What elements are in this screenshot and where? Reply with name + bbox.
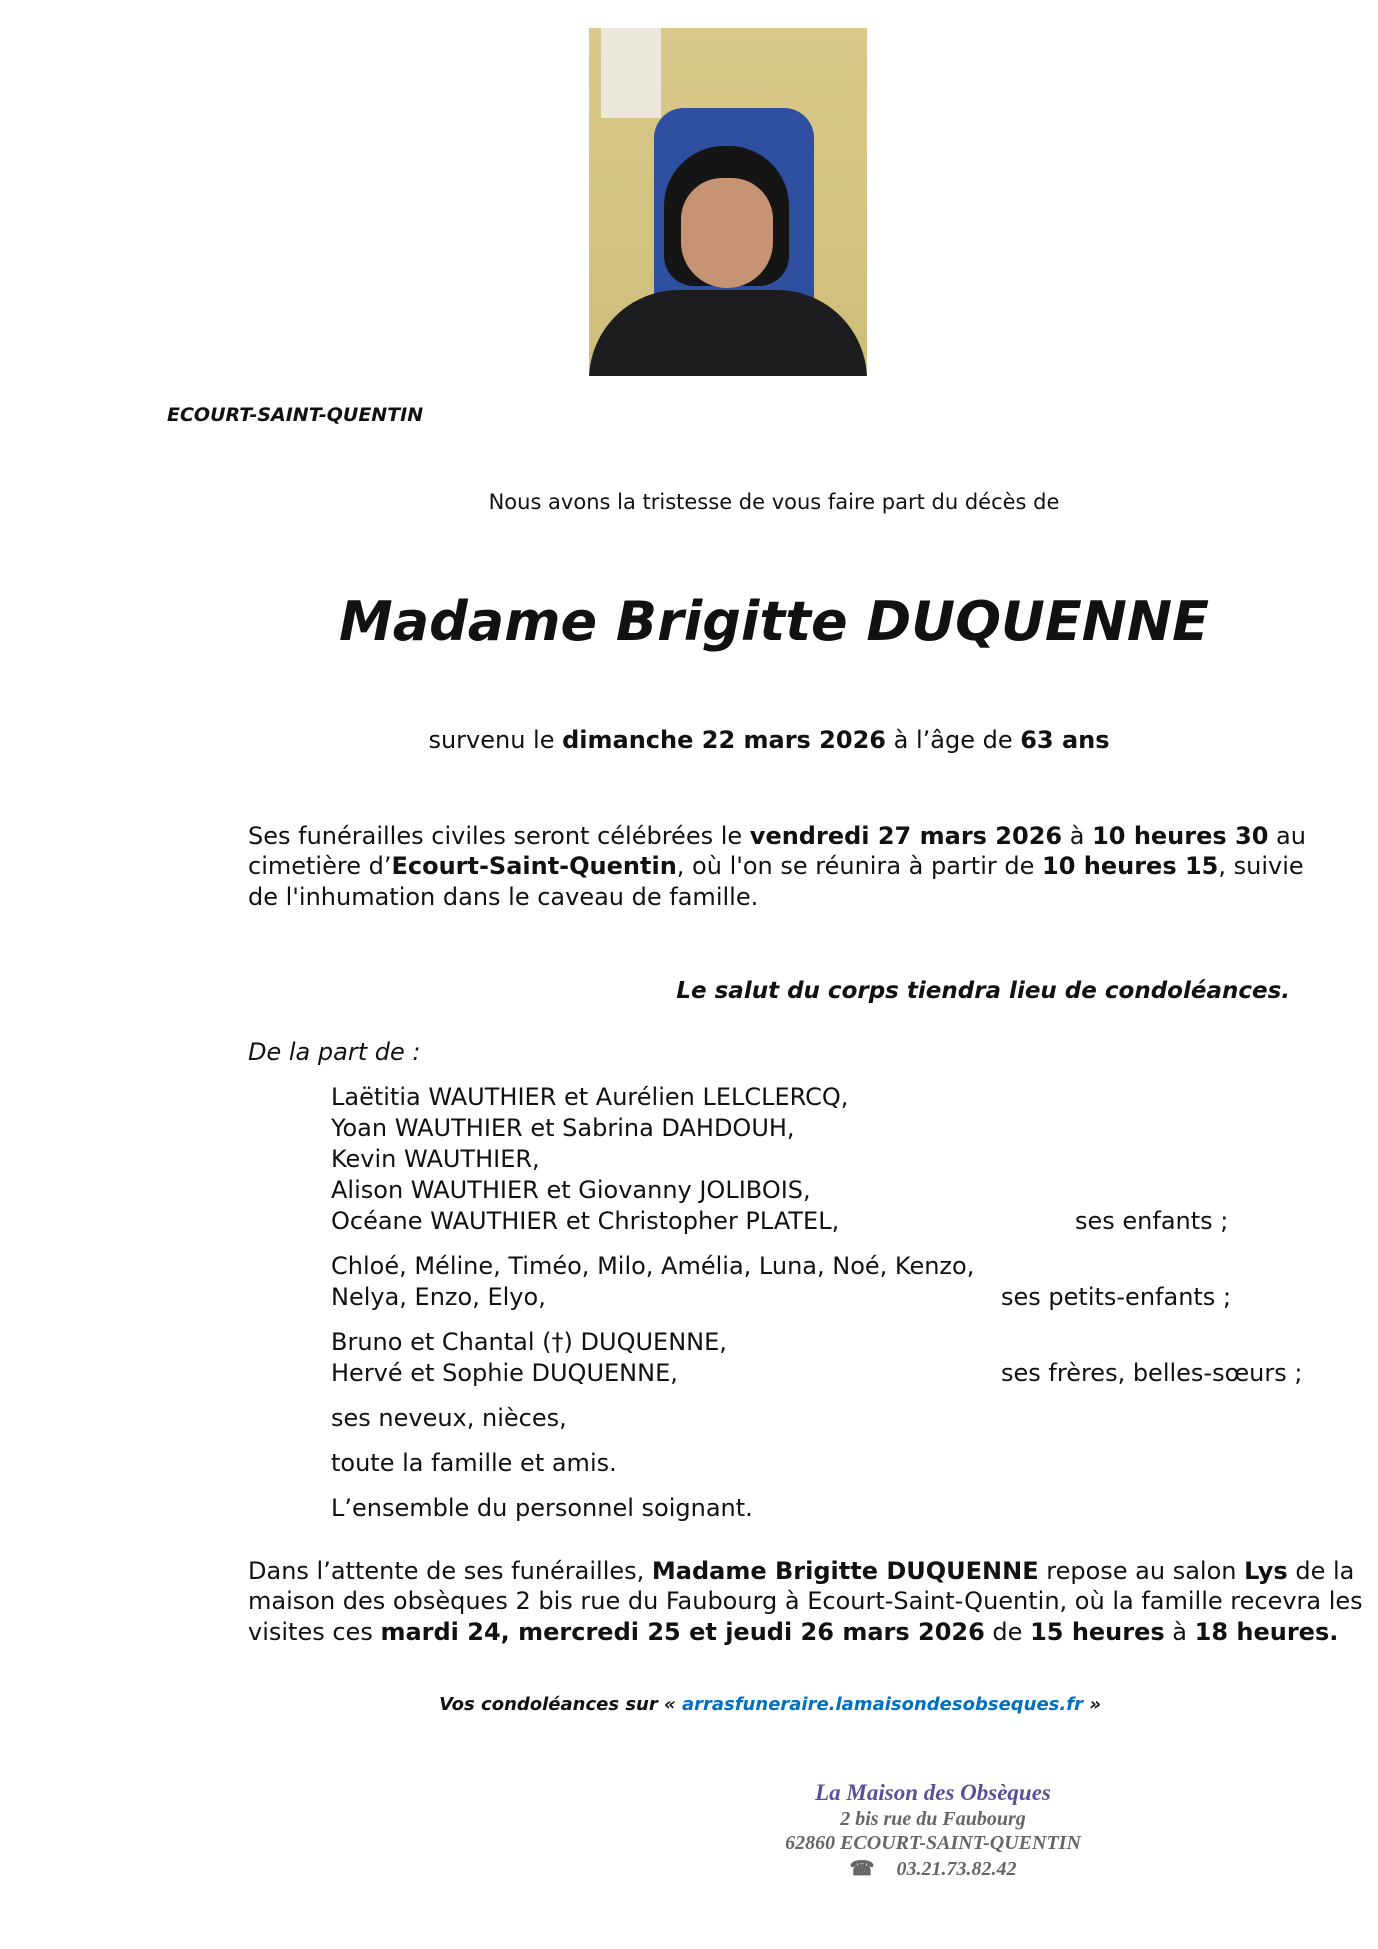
from-label: De la part de : bbox=[248, 1038, 421, 1066]
child-1: Laëtitia WAUTHIER et Aurélien LELCLERCQ, bbox=[331, 1083, 849, 1111]
grandchildren-2: Nelya, Enzo, Elyo, bbox=[331, 1283, 546, 1311]
visits-line-1: Dans l’attente de ses funérailles, Madame Brigitte DUQUENNE repose au salon Lys de la bbox=[248, 1557, 1355, 1585]
care-staff: L’ensemble du personnel soignant. bbox=[331, 1494, 753, 1522]
company-phone-line bbox=[683, 1856, 1183, 1881]
child-2: Yoan WAUTHIER et Sabrina DAHDOUH, bbox=[331, 1114, 795, 1142]
nephews: ses neveux, nièces, bbox=[331, 1404, 567, 1432]
company-city: 62860 ECOURT-SAINT-QUENTIN bbox=[785, 1832, 1081, 1854]
siblings-label: ses frères, belles-sœurs ; bbox=[1001, 1359, 1303, 1387]
location-heading: ECOURT-SAINT-QUENTIN bbox=[167, 404, 424, 426]
funeral-line-2: cimetière d’Ecourt-Saint-Quentin, où l'on se réunira à partir de 10 heures 15, suivie bbox=[248, 852, 1304, 880]
deceased-name: Madame Brigitte DUQUENNE bbox=[338, 590, 1210, 653]
sibling-1: Bruno et Chantal (†) DUQUENNE, bbox=[331, 1328, 727, 1356]
child-4: Alison WAUTHIER et Giovanny JOLIBOIS, bbox=[331, 1176, 811, 1204]
visits-line-2: maison des obsèques 2 bis rue du Faubourg à Ecourt-Saint-Quentin, où la famille recevra les bbox=[248, 1587, 1363, 1615]
grandchildren-label: ses petits-enfants ; bbox=[1001, 1283, 1232, 1311]
condolences-link[interactable]: arrasfuneraire.lamaisondesobseques.fr bbox=[681, 1694, 1083, 1715]
funeral-line-3: de l'inhumation dans le caveau de famille. bbox=[248, 883, 759, 911]
child-3: Kevin WAUTHIER, bbox=[331, 1145, 540, 1173]
visits-line-3: visites ces mardi 24, mercredi 25 et jeudi 26 mars 2026 de 15 heures à 18 heures. bbox=[248, 1618, 1339, 1646]
sibling-2: Hervé et Sophie DUQUENNE, bbox=[331, 1359, 678, 1387]
company-name: La Maison des Obsèques bbox=[815, 1780, 1051, 1805]
company-street: 2 bis rue du Faubourg bbox=[840, 1808, 1026, 1830]
intro-text: Nous avons la tristesse de vous faire part du décès de bbox=[488, 490, 1060, 514]
grandchildren-1: Chloé, Méline, Timéo, Milo, Amélia, Luna, Noé, Kenzo, bbox=[331, 1252, 975, 1280]
funeral-line-1: Ses funérailles civiles seront célébrées le vendredi 27 mars 2026 à 10 heures 30 au bbox=[248, 822, 1306, 850]
children-label: ses enfants ; bbox=[1075, 1207, 1229, 1235]
online-condolences: Vos condoléances sur « arrasfuneraire.lamaisondesobseques.fr » bbox=[439, 1694, 1101, 1715]
family-friends: toute la famille et amis. bbox=[331, 1449, 617, 1477]
portrait-photo bbox=[589, 28, 867, 376]
child-5: Océane WAUTHIER et Christopher PLATEL, bbox=[331, 1207, 840, 1235]
company-phone: 03.21.73.82.42 bbox=[896, 1858, 1017, 1880]
death-info: survenu le dimanche 22 mars 2026 à l’âge de 63 ans bbox=[428, 726, 1110, 754]
condolences-note: Le salut du corps tiendra lieu de condoléances. bbox=[676, 978, 1290, 1004]
phone-icon: ☎ bbox=[849, 1858, 875, 1880]
